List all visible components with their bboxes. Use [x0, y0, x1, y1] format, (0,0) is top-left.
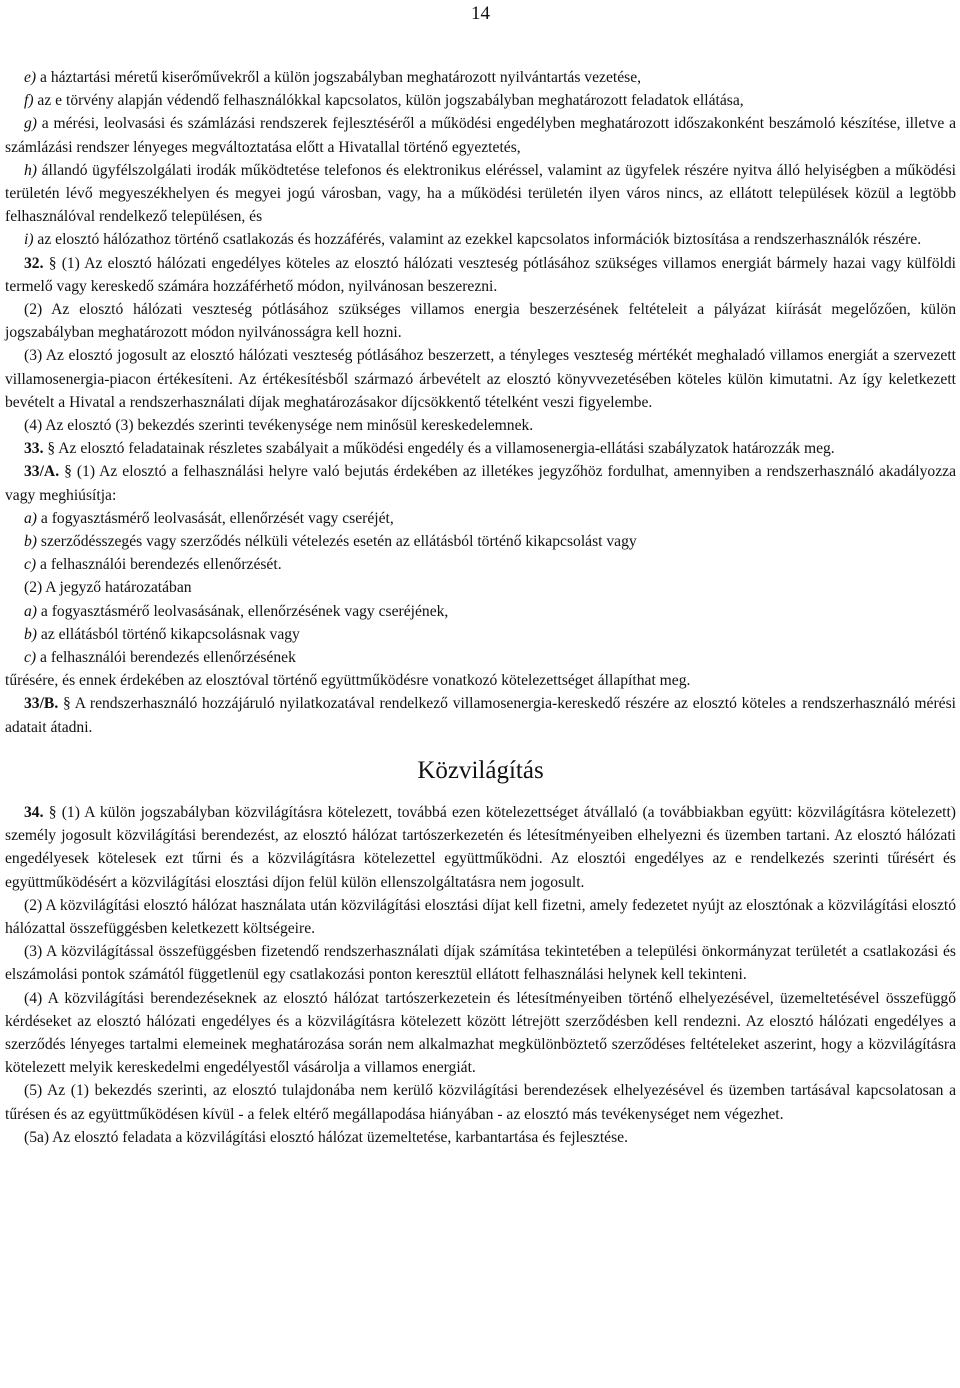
point-label: c) [24, 649, 37, 667]
paragraph [5, 66, 956, 89]
paragraph-text: § (1) A külön jogszabályban közvilágításra kötelezett, továbbá ezen kötelezettséget átvállaló (a továbbiakban együtt: közvilágításra kötelezett) személy jogosult közvilágítási berendezést, az elosztó hálózat tartószerkezetén és létesítményeiben elhelyezni és üzemben tartani. Az elosztó hálózati engedélyesek kötelesek ezt tűrni és a közvilágításra kötelezettel együttműködni. Az elosztói engedélyes az e rendelkezés szerinti tűrésért és együttműködésért a közvilágítási elosztási díjon felül külön ellenszolgáltatásra nem jogosult. [5, 803, 956, 891]
paragraph [5, 894, 956, 940]
paragraph-text: (4) A közvilágítási berendezéseknek az elosztó hálózat tartószerkezetein és létesítményeiben történő elhelyezésével, üzemeltetésével összefüggő kérdéseket az elosztó hálózati engedélyes és a közvilágításra kötelezett között létrejött szerződésben kell rendezni. Az elosztó hálózati engedélyes a szerződés lényeges tartalmi elemeinek meghatározása során nem alkalmazhat megkülönböztető szerződéses feltételeket aszerint, hogy a közvilágításra kötelezett melyik kereskedelmi engedélyestől vásárolja a villamos energiát. [5, 989, 956, 1077]
paragraph-text: (5) Az (1) bekezdés szerinti, az elosztó tulajdonába nem kerülő közvilágítási berendezések elhelyezésével és üzemben tartásával kapcsolatosan a tűrésen és az együttműködésen kívül - a felek eltérő megállapodása hiányában - az elosztó más tevékenységet nem végezhet. [5, 1082, 956, 1123]
paragraph-text: a fogyasztásmérő leolvasásának, ellenőrzésének vagy cseréjének, [37, 602, 449, 620]
paragraph-text: tűrésére, és ennek érdekében az elosztóval történő együttműködésre vonatkozó kötelezettséget állapíthat meg. [5, 672, 691, 690]
paragraph [5, 553, 956, 576]
paragraph-text: az e törvény alapján védendő felhasználókkal kapcsolatos, külön jogszabályban meghatározott feladatok ellátása, [33, 92, 744, 110]
point-label: i) [24, 231, 34, 249]
paragraph [5, 460, 956, 506]
paragraph-text: (5a) Az elosztó feladata a közvilágítási elosztó hálózat üzemeltetése, karbantartása és fejlesztése. [24, 1128, 628, 1146]
paragraph-text: szerződésszegés vagy szerződés nélküli vételezés esetén az ellátásból történő kikapcsolást vagy [37, 533, 637, 551]
paragraph-text: (2) A jegyző határozatában [24, 579, 192, 597]
point-label: a) [24, 602, 37, 620]
paragraph [5, 576, 956, 599]
paragraph-text: (2) A közvilágítási elosztó hálózat használata után közvilágítási elosztási díjat kell fizetni, amely fedezetet nyújt az elosztónak a közvilágítási elosztó hálózattal összefüggésben keletkezett költségeire. [5, 896, 956, 937]
paragraph-text: § (1) Az elosztó hálózati engedélyes köteles az elosztó hálózati veszteség pótlásához szükséges villamos energiát bármely hazai vagy külföldi termelő vagy kereskedő számára hozzáférhető módon, nyilvánosan beszerezni. [5, 254, 956, 295]
point-label: h) [24, 161, 37, 179]
paragraph-text: a felhasználói berendezés ellenőrzésének [36, 649, 296, 667]
paragraph-text: (4) Az elosztó (3) bekezdés szerinti tevékenysége nem minősül kereskedelemnek. [24, 417, 534, 435]
paragraph [5, 1126, 956, 1149]
paragraph [5, 692, 956, 738]
paragraph [5, 228, 956, 251]
section-number: 32. [24, 254, 44, 272]
paragraph [5, 298, 956, 344]
paragraph [5, 940, 956, 986]
paragraph [5, 801, 956, 894]
paragraph-text: § Az elosztó feladatainak részletes szabályait a működési engedély és a villamosenergia-ellátási szabályzatok határozzák meg. [43, 440, 835, 458]
paragraph-text: a felhasználói berendezés ellenőrzését. [36, 556, 282, 574]
paragraph-text: a fogyasztásmérő leolvasását, ellenőrzését vagy cseréjét, [37, 509, 394, 527]
paragraph-text: (3) A közvilágítással összefüggésben fizetendő rendszerhasználati díjak számítása tekintetében a települési önkormányzat területét a csatlakozási és elszámolási pontok számától függetlenül egy csatlakozási ponton keresztül ellátott felhasználási helynek kell tekinteni. [5, 943, 956, 984]
section-heading: Közvilágítás [417, 756, 544, 784]
paragraph [5, 623, 956, 646]
top-section [5, 66, 956, 739]
paragraph-text: a háztartási méretű kiserőművekről a külön jogszabályban meghatározott nyilvántartás vezetése, [36, 69, 642, 86]
paragraph [5, 1079, 956, 1125]
paragraph [5, 437, 956, 460]
paragraph [5, 252, 956, 298]
point-label: f) [24, 92, 34, 110]
paragraph [5, 112, 956, 158]
page-number: 14 [471, 3, 490, 24]
document-body [5, 66, 956, 1149]
paragraph [5, 987, 956, 1080]
paragraph-text: § (1) Az elosztó a felhasználási helyre való bejutás érdekében az illetékes jegyzőhöz fordulhat, amennyiben a rendszerhasználó akadályozza vagy meghiúsítja: [5, 463, 956, 504]
point-label: b) [24, 625, 37, 643]
paragraph-text: a mérési, leolvasási és számlázási rendszerek fejlesztéséről a működési engedélyben meghatározott időszakonként beszámoló készítése, illetve a számlázási rendszer lényeges megváltoztatása előtt a Hivatallal történő egyeztetés, [5, 115, 956, 156]
paragraph-text: állandó ügyfélszolgálati irodák működtetése telefonos és elektronikus eléréssel, valamint az ügyfelek részére nyitva álló helyiségben a működési területén lévő megyeszékhelyen és megyei jogú városban, vagy, ha a működési területén ilyen város nincs, az ellátott települések közül a legtöbb felhasználóval rendelkező településen, és [5, 161, 956, 226]
section-number: 34. [24, 803, 44, 821]
paragraph [5, 159, 956, 229]
paragraph [5, 89, 956, 112]
section-number: 33/A. [24, 463, 60, 481]
paragraph [5, 507, 956, 530]
paragraph [5, 669, 956, 692]
paragraph-text: az elosztó hálózathoz történő csatlakozás és hozzáférés, valamint az ezekkel kapcsolatos információk biztosítása a rendszerhasználók részére. [33, 231, 922, 249]
paragraph-text: (2) Az elosztó hálózati veszteség pótlásához szükséges villamos energia beszerzésének feltételeit a pályázat kiírását megelőzően, külön jogszabályban meghatározott módon nyilvánosságra kell hozni. [5, 301, 956, 342]
point-label: e) [24, 69, 37, 86]
paragraph [5, 414, 956, 437]
paragraph [5, 600, 956, 623]
point-label: g) [24, 115, 37, 133]
section-number: 33/B. [24, 695, 59, 713]
paragraph [5, 530, 956, 553]
paragraph-text: § A rendszerhasználó hozzájáruló nyilatkozatával rendelkező villamosenergia-kereskedő részére az elosztó köteles a rendszerhasználó mérési adatait átadni. [5, 695, 956, 736]
paragraph [5, 646, 956, 669]
point-label: b) [24, 533, 37, 551]
section-number: 33. [24, 440, 44, 458]
paragraph [5, 344, 956, 414]
paragraph-text: az ellátásból történő kikapcsolásnak vagy [37, 625, 300, 643]
point-label: c) [24, 556, 37, 574]
point-label: a) [24, 509, 37, 527]
bottom-section [5, 801, 956, 1149]
paragraph-text: (3) Az elosztó jogosult az elosztó hálózati veszteség pótlásához beszerzett, a tényleges veszteség mértékét meghaladó villamos energiát a szervezett villamosenergia-piacon értékesíteni. Az értékesítésből származó árbevételt az elosztó könyvvezetésében köteles külön kimutatni. Az így keletkezett bevételt a Hivatal a rendszerhasználati díjak meghatározásakor díjcsökkentő tételként veszi figyelembe. [5, 347, 956, 411]
